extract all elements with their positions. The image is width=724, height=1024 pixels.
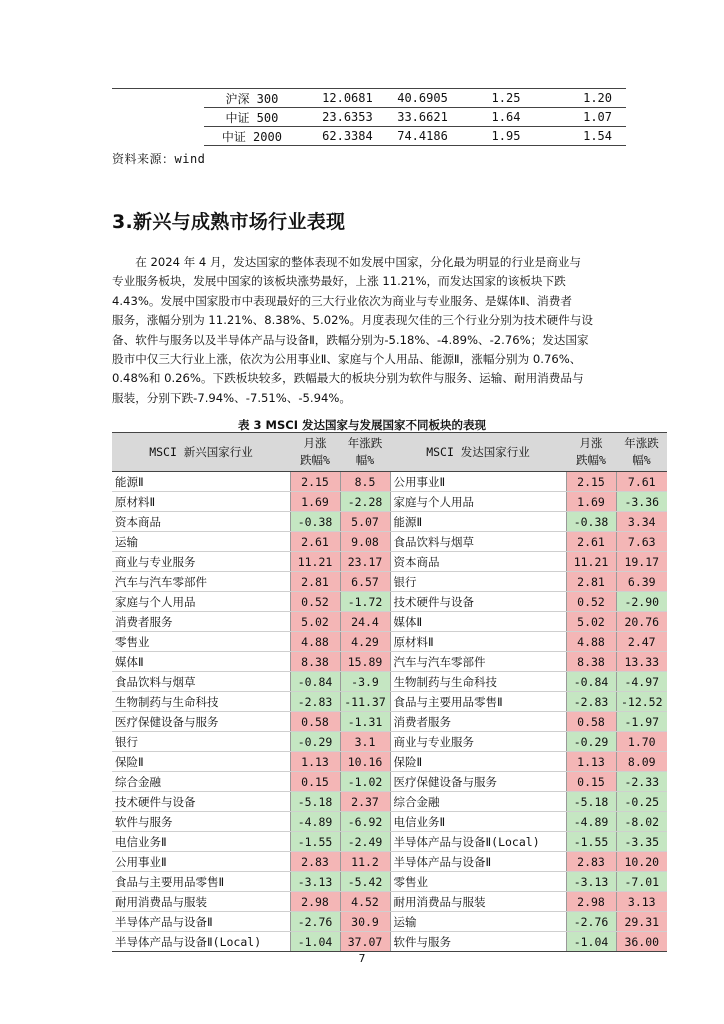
value-cell: 0.58 — [566, 712, 616, 732]
table-row — [112, 532, 667, 552]
em-industry-cell: 食品与主要用品零售Ⅱ — [112, 872, 290, 892]
prev-table-cell: 33.6621 — [375, 108, 450, 127]
value-cell: -3.36 — [616, 492, 667, 512]
value-cell: 2.37 — [340, 792, 390, 812]
value-cell: 7.63 — [616, 532, 667, 552]
value-cell: 3.13 — [616, 892, 667, 912]
table-row — [112, 692, 667, 712]
value-cell: -3.9 — [340, 672, 390, 692]
msci-sector-table — [112, 432, 667, 952]
dm-industry-cell: 软件与服务 — [390, 932, 566, 952]
value-cell: 5.07 — [340, 512, 390, 532]
dm-industry-cell: 家庭与个人用品 — [390, 492, 566, 512]
value-cell: -3.13 — [566, 872, 616, 892]
table-row — [112, 772, 667, 792]
dm-industry-cell: 保险Ⅱ — [390, 752, 566, 772]
header-dm-industry: MSCI 发达国家行业 — [390, 433, 566, 472]
prev-table-row — [112, 127, 626, 146]
value-cell: -0.84 — [290, 672, 340, 692]
value-cell: 1.70 — [616, 732, 667, 752]
header-em-month: 月涨 跌幅% — [290, 433, 340, 472]
value-cell: -2.28 — [340, 492, 390, 512]
dm-industry-cell: 运输 — [390, 912, 566, 932]
em-industry-cell: 银行 — [112, 732, 290, 752]
page-number: 7 — [358, 952, 366, 965]
dm-industry-cell: 技术硬件与设备 — [390, 592, 566, 612]
em-industry-cell: 软件与服务 — [112, 812, 290, 832]
value-cell: 3.1 — [340, 732, 390, 752]
table-row — [112, 812, 667, 832]
table-row — [112, 712, 667, 732]
prev-table-cell: 12.0681 — [300, 89, 375, 108]
table-row — [112, 512, 667, 532]
header-em-industry: MSCI 新兴国家行业 — [112, 433, 290, 472]
value-cell: 2.81 — [566, 572, 616, 592]
value-cell: 1.13 — [290, 752, 340, 772]
dm-industry-cell: 生物制药与生命科技 — [390, 672, 566, 692]
paragraph-line: 服装，分别下跌-7.94%、-7.51%、-5.94%。 — [112, 390, 351, 405]
value-cell: 6.57 — [340, 572, 390, 592]
value-cell: 2.61 — [290, 532, 340, 552]
prev-table-cell: 1.07 — [532, 108, 626, 127]
table-row — [112, 892, 667, 912]
prev-table-cell: 中证 2000 — [204, 127, 299, 146]
table-row — [112, 672, 667, 692]
table-row — [112, 612, 667, 632]
table-row — [112, 732, 667, 752]
prev-table-cell: 40.6905 — [375, 89, 450, 108]
dm-industry-cell: 食品饮料与烟草 — [390, 532, 566, 552]
value-cell: -2.90 — [616, 592, 667, 612]
value-cell: -1.02 — [340, 772, 390, 792]
value-cell: 36.00 — [616, 932, 667, 952]
dm-industry-cell: 汽车与汽车零部件 — [390, 652, 566, 672]
value-cell: -2.83 — [290, 692, 340, 712]
em-industry-cell: 公用事业Ⅱ — [112, 852, 290, 872]
em-industry-cell: 半导体产品与设备Ⅱ — [112, 912, 290, 932]
value-cell: 0.52 — [290, 592, 340, 612]
table-row — [112, 572, 667, 592]
prev-table-cell: 1.25 — [450, 89, 533, 108]
dm-industry-cell: 商业与专业服务 — [390, 732, 566, 752]
value-cell: -4.89 — [290, 812, 340, 832]
value-cell: 2.98 — [566, 892, 616, 912]
value-cell: -2.76 — [566, 912, 616, 932]
value-cell: 23.17 — [340, 552, 390, 572]
dm-industry-cell: 半导体产品与设备Ⅱ — [390, 852, 566, 872]
section-heading: 3.新兴与成熟市场行业表现 — [112, 211, 346, 233]
em-industry-cell: 运输 — [112, 532, 290, 552]
table-row — [112, 792, 667, 812]
em-industry-cell: 原材料Ⅱ — [112, 492, 290, 512]
value-cell: 2.83 — [290, 852, 340, 872]
prev-table-cell: 62.3384 — [300, 127, 375, 146]
header-dm-month: 月涨 跌幅% — [566, 433, 616, 472]
value-cell: 2.15 — [566, 472, 616, 492]
value-cell: -5.18 — [566, 792, 616, 812]
value-cell: 3.34 — [616, 512, 667, 532]
table-title: 表 3 MSCI 发达国家与发展国家不同板块的表现 — [238, 418, 486, 432]
value-cell: 11.21 — [566, 552, 616, 572]
value-cell: -4.89 — [566, 812, 616, 832]
value-cell: 1.69 — [566, 492, 616, 512]
value-cell: -0.38 — [290, 512, 340, 532]
value-cell: 29.31 — [616, 912, 667, 932]
dm-industry-cell: 原材料Ⅱ — [390, 632, 566, 652]
table-row — [112, 492, 667, 512]
value-cell: -0.29 — [290, 732, 340, 752]
value-cell: 0.15 — [566, 772, 616, 792]
value-cell: -1.72 — [340, 592, 390, 612]
em-industry-cell: 电信业务Ⅱ — [112, 832, 290, 852]
value-cell: -6.92 — [340, 812, 390, 832]
value-cell: -8.02 — [616, 812, 667, 832]
paragraph-line: 专业服务板块，发展中国家的该板块涨势最好，上涨 11.21%，而发达国家的该板块下跌 — [112, 274, 566, 289]
em-industry-cell: 医疗保健设备与服务 — [112, 712, 290, 732]
value-cell: 4.88 — [290, 632, 340, 652]
table-row — [112, 472, 667, 492]
value-cell: 15.89 — [340, 652, 390, 672]
dm-industry-cell: 耐用消费品与服装 — [390, 892, 566, 912]
value-cell: -3.13 — [290, 872, 340, 892]
dm-industry-cell: 医疗保健设备与服务 — [390, 772, 566, 792]
value-cell: -2.83 — [566, 692, 616, 712]
paragraph-line: 4.43%。发展中国家股市中表现最好的三大行业依次为商业与专业服务、是媒体Ⅱ、消费者 — [112, 293, 572, 308]
value-cell: 10.16 — [340, 752, 390, 772]
dm-industry-cell: 消费者服务 — [390, 712, 566, 732]
table-row — [112, 632, 667, 652]
prev-table-cell: 23.6353 — [300, 108, 375, 127]
value-cell: -11.37 — [340, 692, 390, 712]
value-cell: 1.69 — [290, 492, 340, 512]
prev-table-row — [112, 108, 626, 127]
value-cell: 0.15 — [290, 772, 340, 792]
source-note: 资料来源：wind — [112, 152, 206, 166]
value-cell: 0.52 — [566, 592, 616, 612]
value-cell: 8.38 — [290, 652, 340, 672]
dm-industry-cell: 食品与主要用品零售Ⅱ — [390, 692, 566, 712]
prev-table-cell: 74.4186 — [375, 127, 450, 146]
value-cell: -7.01 — [616, 872, 667, 892]
paragraph-line: 股市中仅三大行业上涨，依次为公用事业Ⅱ、家庭与个人用品、能源Ⅱ，涨幅分别为 0.76%、 — [112, 352, 582, 367]
value-cell: -0.84 — [566, 672, 616, 692]
dm-industry-cell: 电信业务Ⅱ — [390, 812, 566, 832]
em-industry-cell: 商业与专业服务 — [112, 552, 290, 572]
paragraph-line: 在 2024 年 4 月，发达国家的整体表现不如发展中国家，分化最为明显的行业是商业与 — [112, 255, 582, 269]
table-row — [112, 592, 667, 612]
em-industry-cell: 资本商品 — [112, 512, 290, 532]
value-cell: -1.55 — [290, 832, 340, 852]
em-industry-cell: 零售业 — [112, 632, 290, 652]
value-cell: 8.09 — [616, 752, 667, 772]
table-row — [112, 752, 667, 772]
dm-industry-cell: 资本商品 — [390, 552, 566, 572]
em-industry-cell: 技术硬件与设备 — [112, 792, 290, 812]
em-industry-cell: 汽车与汽车零部件 — [112, 572, 290, 592]
prev-table-cell: 沪深 300 — [204, 89, 299, 108]
em-industry-cell: 能源Ⅱ — [112, 472, 290, 492]
table-row — [112, 932, 667, 952]
prev-table-row — [112, 89, 626, 108]
value-cell: 2.98 — [290, 892, 340, 912]
value-cell: -2.49 — [340, 832, 390, 852]
value-cell: -0.29 — [566, 732, 616, 752]
value-cell: 2.47 — [616, 632, 667, 652]
table-row — [112, 832, 667, 852]
prev-table-cell: 中证 500 — [204, 108, 299, 127]
body-paragraph — [112, 253, 617, 408]
table-row — [112, 912, 667, 932]
value-cell: -3.35 — [616, 832, 667, 852]
table-header-row — [112, 433, 667, 472]
header-dm-year: 年涨跌 幅% — [616, 433, 667, 472]
value-cell: -1.31 — [340, 712, 390, 732]
prev-table-cell: 1.54 — [532, 127, 626, 146]
prev-index-table — [112, 88, 626, 146]
em-industry-cell: 生物制药与生命科技 — [112, 692, 290, 712]
dm-industry-cell: 公用事业Ⅱ — [390, 472, 566, 492]
prev-table-cell: 1.64 — [450, 108, 533, 127]
value-cell: 13.33 — [616, 652, 667, 672]
dm-industry-cell: 综合金融 — [390, 792, 566, 812]
dm-industry-cell: 半导体产品与设备Ⅱ(Local) — [390, 832, 566, 852]
value-cell: 9.08 — [340, 532, 390, 552]
em-industry-cell: 食品饮料与烟草 — [112, 672, 290, 692]
value-cell: -0.38 — [566, 512, 616, 532]
value-cell: -1.55 — [566, 832, 616, 852]
value-cell: 5.02 — [290, 612, 340, 632]
table-row — [112, 552, 667, 572]
prev-table-cell: 1.95 — [450, 127, 533, 146]
value-cell: 11.21 — [290, 552, 340, 572]
em-industry-cell: 媒体Ⅱ — [112, 652, 290, 672]
em-industry-cell: 半导体产品与设备Ⅱ(Local) — [112, 932, 290, 952]
paragraph-line: 服务，涨幅分别为 11.21%、8.38%、5.02%。月度表现欠佳的三个行业分别为技术硬件与设 — [112, 313, 593, 328]
value-cell: -1.04 — [290, 932, 340, 952]
em-industry-cell: 保险Ⅱ — [112, 752, 290, 772]
table-row — [112, 852, 667, 872]
value-cell: 2.81 — [290, 572, 340, 592]
value-cell: 2.15 — [290, 472, 340, 492]
value-cell: 37.07 — [340, 932, 390, 952]
value-cell: 20.76 — [616, 612, 667, 632]
em-industry-cell: 家庭与个人用品 — [112, 592, 290, 612]
header-em-year: 年涨跌 幅% — [340, 433, 390, 472]
value-cell: -2.33 — [616, 772, 667, 792]
paragraph-line: 备、软件与服务以及半导体产品与设备Ⅱ，跌幅分别为-5.18%、-4.89%、-2.76%；发达国家 — [112, 332, 589, 347]
value-cell: -0.25 — [616, 792, 667, 812]
value-cell: -4.97 — [616, 672, 667, 692]
paragraph-line: 0.48%和 0.26%。下跌板块较多，跌幅最大的板块分别为软件与服务、运输、耐用消费品与 — [112, 371, 584, 386]
value-cell: 30.9 — [340, 912, 390, 932]
dm-industry-cell: 媒体Ⅱ — [390, 612, 566, 632]
value-cell: 8.5 — [340, 472, 390, 492]
value-cell: 4.52 — [340, 892, 390, 912]
value-cell: -1.04 — [566, 932, 616, 952]
value-cell: 2.83 — [566, 852, 616, 872]
table-row — [112, 652, 667, 672]
value-cell: 4.88 — [566, 632, 616, 652]
value-cell: 1.13 — [566, 752, 616, 772]
value-cell: 11.2 — [340, 852, 390, 872]
value-cell: 24.4 — [340, 612, 390, 632]
table-row — [112, 872, 667, 892]
value-cell: 10.20 — [616, 852, 667, 872]
value-cell: 7.61 — [616, 472, 667, 492]
value-cell: -5.42 — [340, 872, 390, 892]
value-cell: 6.39 — [616, 572, 667, 592]
em-industry-cell: 耐用消费品与服装 — [112, 892, 290, 912]
dm-industry-cell: 能源Ⅱ — [390, 512, 566, 532]
value-cell: 5.02 — [566, 612, 616, 632]
em-industry-cell: 综合金融 — [112, 772, 290, 792]
em-industry-cell: 消费者服务 — [112, 612, 290, 632]
value-cell: 4.29 — [340, 632, 390, 652]
value-cell: 2.61 — [566, 532, 616, 552]
value-cell: -2.76 — [290, 912, 340, 932]
value-cell: 19.17 — [616, 552, 667, 572]
value-cell: 8.38 — [566, 652, 616, 672]
value-cell: 0.58 — [290, 712, 340, 732]
value-cell: -12.52 — [616, 692, 667, 712]
dm-industry-cell: 零售业 — [390, 872, 566, 892]
dm-industry-cell: 银行 — [390, 572, 566, 592]
prev-table-cell: 1.20 — [532, 89, 626, 108]
value-cell: -5.18 — [290, 792, 340, 812]
value-cell: -1.97 — [616, 712, 667, 732]
